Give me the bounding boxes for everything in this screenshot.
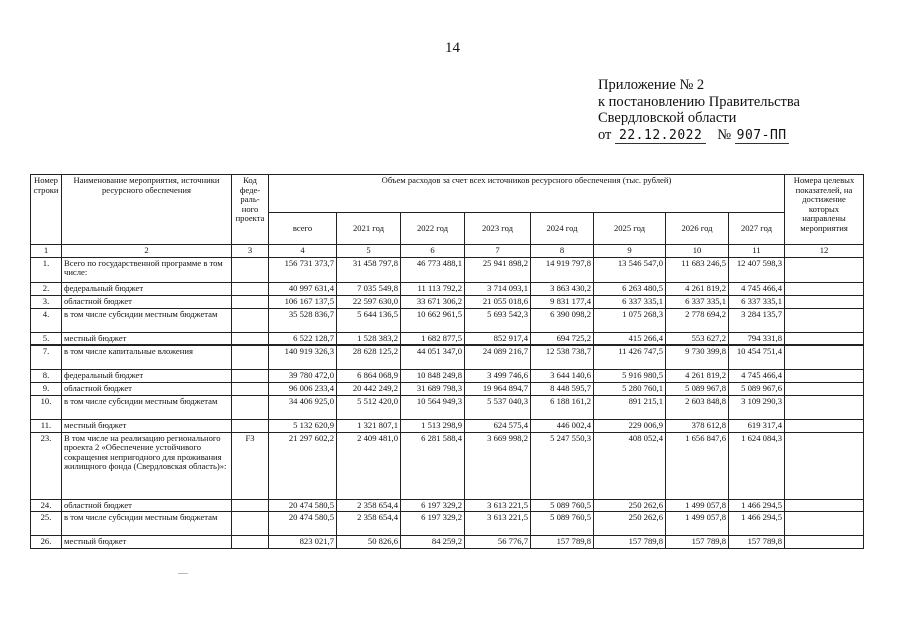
year-value-cell: 14 919 797,8 <box>531 257 594 282</box>
year-value-cell: 6 281 588,4 <box>401 432 465 499</box>
year-value-cell: 24 089 216,7 <box>465 345 531 369</box>
target-indicator-cell <box>785 432 864 499</box>
year-value-cell: 46 773 488,1 <box>401 257 465 282</box>
year-value-cell: 10 848 249,8 <box>401 369 465 382</box>
year-value-cell: 56 776,7 <box>465 536 531 549</box>
year-value-cell: 6 197 329,2 <box>401 499 465 512</box>
header-year: 2026 год <box>666 213 729 245</box>
total-value-cell: 21 297 602,2 <box>269 432 337 499</box>
total-value-cell: 20 474 580,5 <box>269 512 337 536</box>
item-name-cell: областной бюджет <box>62 295 232 308</box>
year-value-cell: 3 644 140,6 <box>531 369 594 382</box>
item-name-cell: в том числе капитальные вложения <box>62 345 232 369</box>
year-value-cell: 3 863 430,2 <box>531 282 594 295</box>
item-name-cell: в том числе субсидии местным бюджетам <box>62 395 232 419</box>
table-row <box>31 282 864 295</box>
table-row <box>31 499 864 512</box>
year-value-cell: 4 261 819,2 <box>666 282 729 295</box>
year-value-cell: 1 466 294,5 <box>729 512 785 536</box>
header-year: 2024 год <box>531 213 594 245</box>
project-code-cell <box>232 257 269 282</box>
column-number: 10 <box>666 245 729 258</box>
row-number-cell: 11. <box>31 419 62 432</box>
column-number: 5 <box>337 245 401 258</box>
number-label: № <box>717 126 732 143</box>
year-value-cell: 10 662 961,5 <box>401 308 465 332</box>
appendix-region: Свердловской области <box>598 110 737 126</box>
year-value-cell: 5 916 980,5 <box>594 369 666 382</box>
expenditure-table <box>30 174 864 549</box>
project-code-cell <box>232 512 269 536</box>
year-value-cell: 12 538 738,7 <box>531 345 594 369</box>
year-value-cell: 21 055 018,6 <box>465 295 531 308</box>
year-value-cell: 10 454 751,4 <box>729 345 785 369</box>
total-value-cell: 140 919 326,3 <box>269 345 337 369</box>
header-project-code: Код феде-раль-ного проекта <box>232 175 269 245</box>
item-name-cell: в том числе субсидии местным бюджетам <box>62 308 232 332</box>
year-value-cell: 5 280 760,1 <box>594 382 666 395</box>
total-value-cell: 5 132 620,9 <box>269 419 337 432</box>
year-value-cell: 3 714 093,1 <box>465 282 531 295</box>
table-row <box>31 295 864 308</box>
table-row <box>31 536 864 549</box>
year-value-cell: 553 627,2 <box>666 332 729 345</box>
item-name-cell: местный бюджет <box>62 536 232 549</box>
project-code-cell <box>232 295 269 308</box>
year-value-cell: 1 499 057,8 <box>666 512 729 536</box>
year-value-cell: 250 262,6 <box>594 512 666 536</box>
target-indicator-cell <box>785 295 864 308</box>
year-value-cell: 22 597 630,0 <box>337 295 401 308</box>
row-number-cell: 5. <box>31 332 62 345</box>
year-value-cell: 9 730 399,8 <box>666 345 729 369</box>
year-value-cell: 3 613 221,5 <box>465 499 531 512</box>
column-number: 6 <box>401 245 465 258</box>
year-value-cell: 5 089 760,5 <box>531 512 594 536</box>
year-value-cell: 378 612,8 <box>666 419 729 432</box>
year-value-cell: 3 109 290,3 <box>729 395 785 419</box>
project-code-cell: F3 <box>232 432 269 499</box>
year-value-cell: 6 390 098,2 <box>531 308 594 332</box>
year-value-cell: 4 745 466,4 <box>729 282 785 295</box>
appendix-title: Приложение № 2 <box>598 77 705 93</box>
year-value-cell: 1 656 847,6 <box>666 432 729 499</box>
year-value-cell: 2 358 654,4 <box>337 512 401 536</box>
target-indicator-cell <box>785 308 864 332</box>
year-value-cell: 5 089 967,8 <box>666 382 729 395</box>
project-code-cell <box>232 369 269 382</box>
total-value-cell: 34 406 925,0 <box>269 395 337 419</box>
row-number-cell: 10. <box>31 395 62 419</box>
year-value-cell: 2 358 654,4 <box>337 499 401 512</box>
column-number: 12 <box>785 245 864 258</box>
total-value-cell: 823 021,7 <box>269 536 337 549</box>
header-year: 2023 год <box>465 213 531 245</box>
project-code-cell <box>232 382 269 395</box>
year-value-cell: 8 448 595,7 <box>531 382 594 395</box>
column-number: 2 <box>62 245 232 258</box>
year-value-cell: 12 407 598,3 <box>729 257 785 282</box>
table-row <box>31 432 864 499</box>
row-number-cell: 4. <box>31 308 62 332</box>
project-code-cell <box>232 536 269 549</box>
year-value-cell: 852 917,4 <box>465 332 531 345</box>
year-value-cell: 229 006,9 <box>594 419 666 432</box>
target-indicator-cell <box>785 369 864 382</box>
total-value-cell: 106 167 137,5 <box>269 295 337 308</box>
column-number-row <box>31 245 864 258</box>
year-value-cell: 19 964 894,7 <box>465 382 531 395</box>
row-number-cell: 2. <box>31 282 62 295</box>
target-indicator-cell <box>785 499 864 512</box>
item-name-cell: В том числе на реализацию регионального проекта 2 «Обеспечение устойчивого сокращения непригодного для проживания жилищного фонда (Свердловская область)»: <box>62 432 232 499</box>
appendix-date-line <box>598 127 800 145</box>
project-code-cell <box>232 308 269 332</box>
row-number-cell: 1. <box>31 257 62 282</box>
header-target-indicators: Номера целевых показателей, на достижение которых направлены мероприятия <box>785 175 864 245</box>
item-name-cell: местный бюджет <box>62 332 232 345</box>
year-value-cell: 31 458 797,8 <box>337 257 401 282</box>
year-value-cell: 1 499 057,8 <box>666 499 729 512</box>
column-number: 7 <box>465 245 531 258</box>
resolution-number: 907-ПП <box>736 127 787 143</box>
appendix-resolution: к постановлению Правительства <box>598 93 800 110</box>
header-row-number: Номер строки <box>31 175 62 245</box>
year-value-cell: 619 317,4 <box>729 419 785 432</box>
year-value-cell: 84 259,2 <box>401 536 465 549</box>
year-value-cell: 6 263 480,5 <box>594 282 666 295</box>
year-value-cell: 1 624 084,3 <box>729 432 785 499</box>
row-number-cell: 24. <box>31 499 62 512</box>
total-value-cell: 96 006 233,4 <box>269 382 337 395</box>
total-value-cell: 39 780 472,0 <box>269 369 337 382</box>
table-body <box>31 257 864 549</box>
year-value-cell: 6 337 335,1 <box>729 295 785 308</box>
year-value-cell: 9 831 177,4 <box>531 295 594 308</box>
target-indicator-cell <box>785 257 864 282</box>
year-value-cell: 3 613 221,5 <box>465 512 531 536</box>
year-value-cell: 25 941 898,2 <box>465 257 531 282</box>
row-number-cell: 8. <box>31 369 62 382</box>
table-row <box>31 257 864 282</box>
year-value-cell: 415 266,4 <box>594 332 666 345</box>
row-number-cell: 25. <box>31 512 62 536</box>
year-value-cell: 44 051 347,0 <box>401 345 465 369</box>
header-year: 2022 год <box>401 213 465 245</box>
year-value-cell: 50 826,6 <box>337 536 401 549</box>
row-number-cell: 23. <box>31 432 62 499</box>
year-value-cell: 891 215,1 <box>594 395 666 419</box>
year-value-cell: 794 331,8 <box>729 332 785 345</box>
year-value-cell: 694 725,2 <box>531 332 594 345</box>
total-value-cell: 35 528 836,7 <box>269 308 337 332</box>
total-value-cell: 20 474 580,5 <box>269 499 337 512</box>
column-number: 11 <box>729 245 785 258</box>
table-row <box>31 419 864 432</box>
header-year: 2027 год <box>729 213 785 245</box>
year-value-cell: 157 789,8 <box>666 536 729 549</box>
year-value-cell: 3 499 746,6 <box>465 369 531 382</box>
year-value-cell: 5 512 420,0 <box>337 395 401 419</box>
column-number: 1 <box>31 245 62 258</box>
project-code-cell <box>232 499 269 512</box>
year-value-cell: 3 669 998,2 <box>465 432 531 499</box>
column-number: 9 <box>594 245 666 258</box>
appendix-header <box>598 77 800 144</box>
year-value-cell: 31 689 798,3 <box>401 382 465 395</box>
from-label: от <box>598 126 612 143</box>
table-row <box>31 345 864 369</box>
header-year: 2025 год <box>594 213 666 245</box>
year-value-cell: 6 337 335,1 <box>594 295 666 308</box>
year-value-cell: 5 693 542,3 <box>465 308 531 332</box>
item-name-cell: федеральный бюджет <box>62 282 232 295</box>
target-indicator-cell <box>785 345 864 369</box>
target-indicator-cell <box>785 332 864 345</box>
year-value-cell: 250 262,6 <box>594 499 666 512</box>
column-number: 3 <box>232 245 269 258</box>
year-value-cell: 1 075 268,3 <box>594 308 666 332</box>
item-name-cell: Всего по государственной программе в том числе: <box>62 257 232 282</box>
year-value-cell: 5 644 136,5 <box>337 308 401 332</box>
project-code-cell <box>232 345 269 369</box>
year-value-cell: 1 682 877,5 <box>401 332 465 345</box>
item-name-cell: федеральный бюджет <box>62 369 232 382</box>
year-value-cell: 1 321 807,1 <box>337 419 401 432</box>
year-value-cell: 2 409 481,0 <box>337 432 401 499</box>
header-volume: Объем расходов за счет всех источников ресурсного обеспечения (тыс. рублей) <box>269 175 785 213</box>
year-value-cell: 1 513 298,9 <box>401 419 465 432</box>
year-value-cell: 2 778 694,2 <box>666 308 729 332</box>
year-value-cell: 11 683 246,5 <box>666 257 729 282</box>
header-year: 2021 год <box>337 213 401 245</box>
project-code-cell <box>232 332 269 345</box>
project-code-cell <box>232 282 269 295</box>
header-total: всего <box>269 213 337 245</box>
total-value-cell: 40 997 631,4 <box>269 282 337 295</box>
row-number-cell: 26. <box>31 536 62 549</box>
table-row <box>31 512 864 536</box>
year-value-cell: 1 528 383,2 <box>337 332 401 345</box>
total-value-cell: 6 522 128,7 <box>269 332 337 345</box>
item-name-cell: областной бюджет <box>62 499 232 512</box>
year-value-cell: 2 603 848,8 <box>666 395 729 419</box>
table-row <box>31 369 864 382</box>
year-value-cell: 5 089 967,6 <box>729 382 785 395</box>
table-row <box>31 308 864 332</box>
year-value-cell: 446 002,4 <box>531 419 594 432</box>
year-value-cell: 5 537 040,3 <box>465 395 531 419</box>
item-name-cell: местный бюджет <box>62 419 232 432</box>
table-row <box>31 395 864 419</box>
page-number: 14 <box>445 40 460 56</box>
year-value-cell: 20 442 249,2 <box>337 382 401 395</box>
year-value-cell: 28 628 125,2 <box>337 345 401 369</box>
year-value-cell: 6 188 161,2 <box>531 395 594 419</box>
scan-artifact <box>178 573 188 574</box>
target-indicator-cell <box>785 419 864 432</box>
target-indicator-cell <box>785 395 864 419</box>
year-value-cell: 1 466 294,5 <box>729 499 785 512</box>
item-name-cell: в том числе субсидии местным бюджетам <box>62 512 232 536</box>
year-value-cell: 5 247 550,3 <box>531 432 594 499</box>
table-row <box>31 382 864 395</box>
year-value-cell: 6 197 329,2 <box>401 512 465 536</box>
year-value-cell: 3 284 135,7 <box>729 308 785 332</box>
project-code-cell <box>232 395 269 419</box>
target-indicator-cell <box>785 382 864 395</box>
year-value-cell: 408 052,4 <box>594 432 666 499</box>
year-value-cell: 157 789,8 <box>531 536 594 549</box>
row-number-cell: 7. <box>31 345 62 369</box>
header-name: Наименование мероприятия, источники ресурсного обеспечения <box>62 175 232 245</box>
year-value-cell: 11 426 747,5 <box>594 345 666 369</box>
column-number: 8 <box>531 245 594 258</box>
year-value-cell: 10 564 949,3 <box>401 395 465 419</box>
row-number-cell: 3. <box>31 295 62 308</box>
year-value-cell: 4 745 466,4 <box>729 369 785 382</box>
year-value-cell: 6 337 335,1 <box>666 295 729 308</box>
row-number-cell: 9. <box>31 382 62 395</box>
year-value-cell: 4 261 819,2 <box>666 369 729 382</box>
year-value-cell: 13 546 547,0 <box>594 257 666 282</box>
total-value-cell: 156 731 373,7 <box>269 257 337 282</box>
year-value-cell: 33 671 306,2 <box>401 295 465 308</box>
project-code-cell <box>232 419 269 432</box>
target-indicator-cell <box>785 512 864 536</box>
year-value-cell: 7 035 549,8 <box>337 282 401 295</box>
year-value-cell: 11 113 792,2 <box>401 282 465 295</box>
year-value-cell: 157 789,8 <box>594 536 666 549</box>
column-number: 4 <box>269 245 337 258</box>
year-value-cell: 6 864 068,9 <box>337 369 401 382</box>
target-indicator-cell <box>785 536 864 549</box>
year-value-cell: 5 089 760,5 <box>531 499 594 512</box>
target-indicator-cell <box>785 282 864 295</box>
item-name-cell: областной бюджет <box>62 382 232 395</box>
resolution-date: 22.12.2022 <box>615 128 706 144</box>
year-value-cell: 157 789,8 <box>729 536 785 549</box>
table-row <box>31 332 864 345</box>
year-value-cell: 624 575,4 <box>465 419 531 432</box>
